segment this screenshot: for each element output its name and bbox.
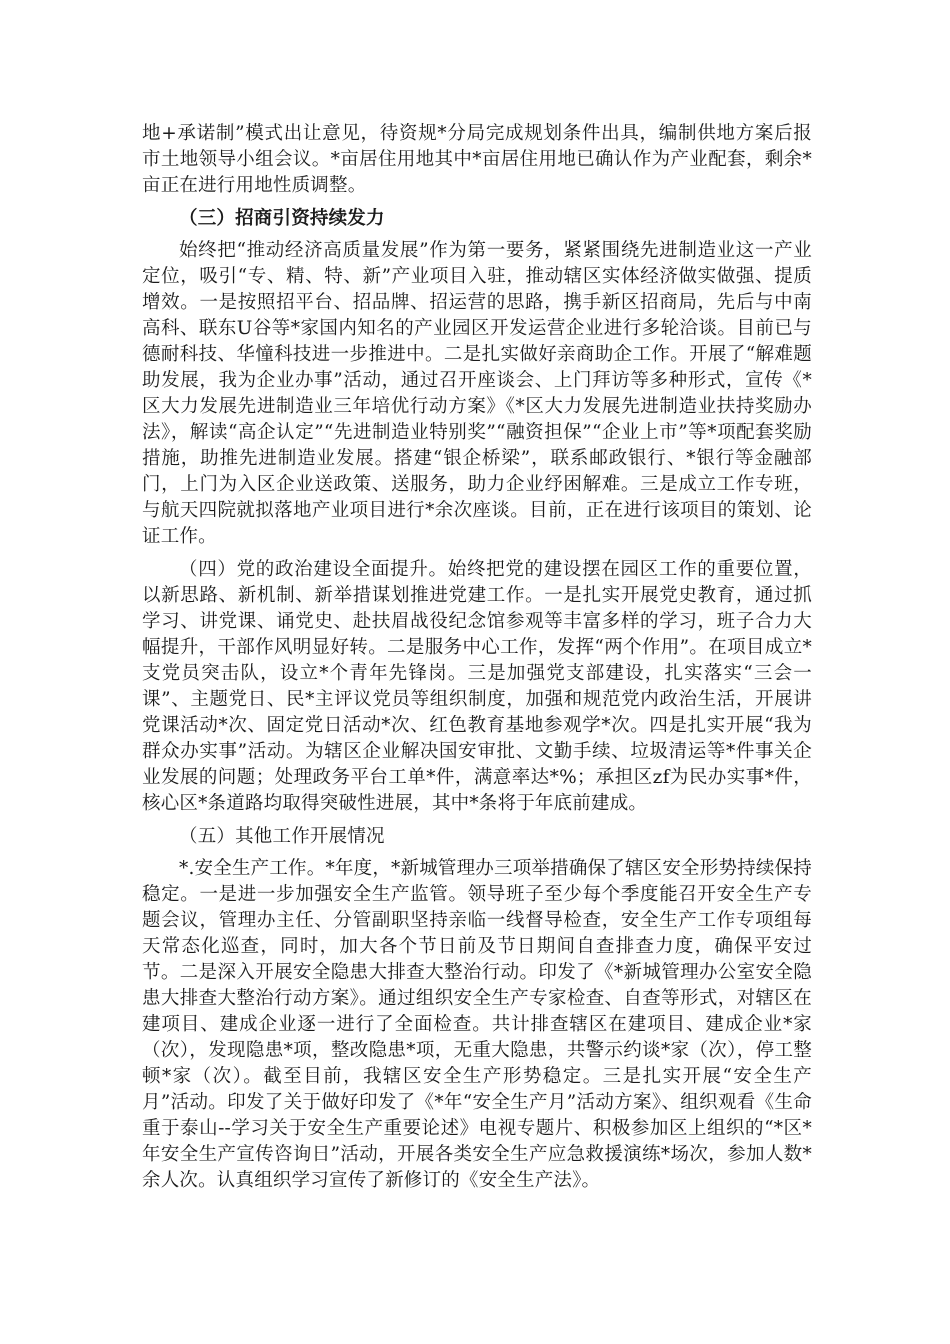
- document-body: [142, 121, 812, 1201]
- paragraph-party-building: （四）党的政治建设全面提升。始终把党的建设摆在园区工作的重要位置，以新思路、新机制、新举措谋划推进党建工作。一是扎实开展党史教育，通过抓学习、讲党课、诵党史、赴扶眉战役纪念馆参观等丰富多样的学习，班子合力大幅提升，干部作风明显好转。二是服务中心工作，发挥“两个作用”。在项目成立*支党员突击队，设立*个青年先锋岗。三是加强党支部建设，扎实落实“三会一课”、主题党日、民*主评议党员等组织制度，加强和规范党内政治生活，开展讲党课活动*次、固定党日活动*次、红色教育基地参观学*次。四是扎实开展“我为群众办实事”活动。为辖区企业解决国安审批、文勤手续、垃圾清运等*件事关企业发展的问题；处理政务平台工单*件，满意率达*%；承担区zf为民办实事*件，核心区*条道路均取得突破性进展，其中*条将于年底前建成。: [142, 559, 812, 814]
- paragraph-safety-production: *.安全生产工作。*年度，*新城管理办三项举措确保了辖区安全形势持续保持稳定。一是进一步加强安全生产监管。领导班子至少每个季度能召开安全生产专题会议，管理办主任、分管副职坚持亲临一线督导检查，安全生产工作专项组每天常态化巡查，同时，加大各个节日前及节日期间自查排查力度，确保平安过节。二是深入开展安全隐患大排查大整治行动。印发了《*新城管理办公室安全隐患大排查大整治行动方案》。通过组织安全生产专家检查、自查等形式，对辖区在建项目、建成企业逐一进行了全面检查。共计排查辖区在建项目、建成企业*家（次），发现隐患*项，整改隐患*项，无重大隐患，共警示约谈*家（次），停工整顿*家（次）。截至目前，我辖区安全生产形势稳定。三是扎实开展“安全生产月”活动。印发了关于做好印发了《*年“安全生产月”活动方案》、组织观看《生命重于泰山--学习关于安全生产重要论述》电视专题片、积极参加区上组织的“*区*年安全生产宣传咨询日”活动，开展各类安全生产应急救援演练*场次，参加人数*余人次。认真组织学习宣传了新修订的《安全生产法》。: [142, 858, 812, 1191]
- section-heading-investment: （三）招商引资持续发力: [179, 208, 385, 229]
- section-heading-other-work: （五）其他工作开展情况: [179, 826, 385, 847]
- paragraph-investment: 始终把“推动经济高质量发展”作为第一要务，紧紧围绕先进制造业这一产业定位，吸引“专、精、特、新”产业项目入驻，推动辖区实体经济做实做强、提质增效。一是按照招平台、招品牌、招运营的思路，携手新区招商局，先后与中南高科、联东U谷等*家国内知名的产业园区开发运营企业进行多轮洽谈。目前已与德耐科技、华憧科技进一步推进中。二是扎实做好亲商助企工作。开展了“解难题助发展，我为企业办事”活动，通过召开座谈会、上门拜访等多种形式，宣传《*区大力发展先进制造业三年培优行动方案》《*区大力发展先进制造业扶持奖励办法》，解读“高企认定”“先进制造业特别奖”“融资担保”“企业上市”等*项配套奖励措施，助推先进制造业发展。搭建“银企桥梁”，联系邮政银行、*银行等金融部门，上门为入区企业送政策、送服务，助力企业纾困解难。三是成立工作专班，与航天四院就拟落地产业项目进行*余次座谈。目前，正在进行该项目的策划、论证工作。: [142, 240, 812, 547]
- paragraph-land-supply: 地+承诺制”模式出让意见，待资规*分局完成规划条件出具，编制供地方案后报市土地领导小组会议。*亩居住用地其中*亩居住用地已确认作为产业配套，剩余*亩正在进行用地性质调整。: [142, 123, 812, 196]
